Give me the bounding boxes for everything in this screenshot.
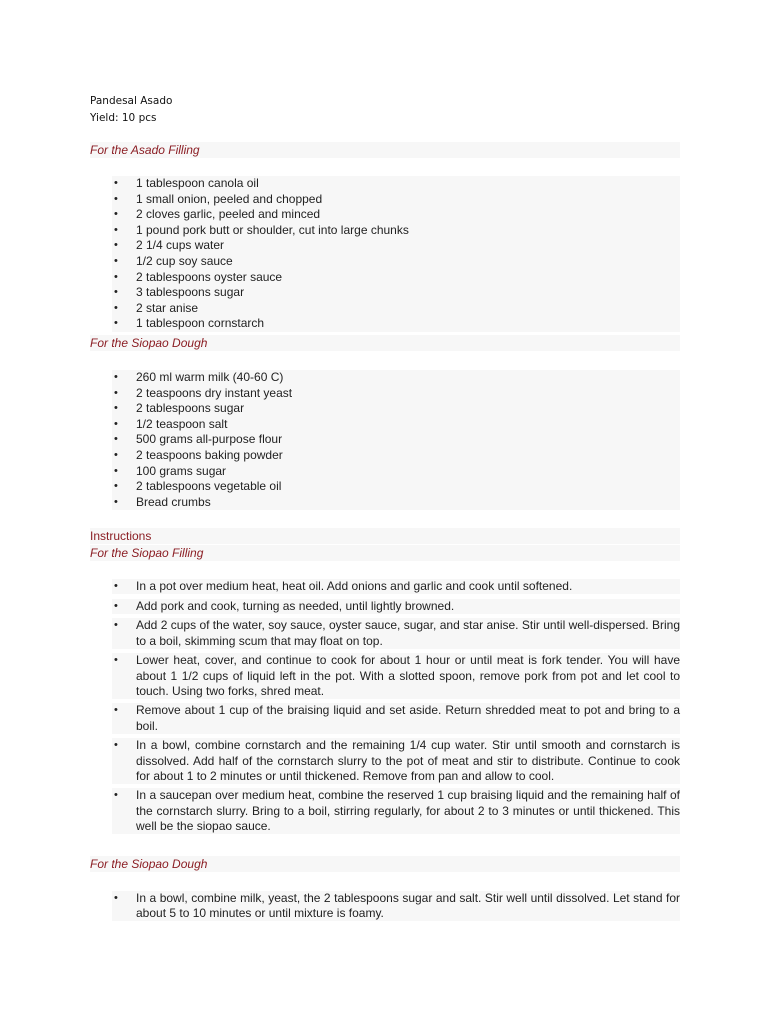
list-item: • In a pot over medium heat, heat oil. Add onions and garlic and cook until softened.: [112, 579, 680, 594]
list-item: • 1 small onion, peeled and chopped: [112, 192, 680, 208]
recipe-yield: Yield: 10 pcs: [90, 111, 157, 124]
list-item: • 2 tablespoons sugar: [112, 401, 680, 417]
list-item: • 2 star anise: [112, 301, 680, 317]
list-item: • 2 cloves garlic, peeled and minced: [112, 207, 680, 223]
siopao-dough-heading: For the Siopao Dough: [90, 335, 680, 351]
list-item: • Add 2 cups of the water, soy sauce, oyster sauce, sugar, and star anise. Stir until well-dispersed. Bring to a boil, skimming scum that may float on top.: [112, 618, 680, 648]
list-item: • 260 ml warm milk (40-60 C): [112, 370, 680, 386]
list-item: • 3 tablespoons sugar: [112, 285, 680, 301]
list-item: • 2 tablespoons vegetable oil: [112, 479, 680, 495]
asado-filling-heading: For the Asado Filling: [90, 142, 680, 158]
asado-filling-list: [112, 176, 680, 332]
siopao-dough-heading-2: For the Siopao Dough: [90, 856, 680, 872]
list-item: • In a bowl, combine milk, yeast, the 2 tablespoons sugar and salt. Stir well until dissolved. Let stand for about 5 to 10 minutes or until mixture is foamy.: [112, 891, 680, 921]
list-item: • In a bowl, combine cornstarch and the remaining 1/4 cup water. Stir until smooth and cornstarch is dissolved. Add half of the cornstarch slurry to the pot of meat and stir to distribute. Continue to cook for about 1 to 2 minutes or until thickened. Remove from pan and allow to cool.: [112, 738, 680, 784]
list-item: • Lower heat, cover, and continue to cook for about 1 hour or until meat is fork tender. You will have about 1 1/2 cups of liquid left in the pot. With a slotted spoon, remove pork from pot and let cool to touch. Using two forks, shred meat.: [112, 653, 680, 699]
list-item: • Add pork and cook, turning as needed, until lightly browned.: [112, 599, 680, 614]
list-item: • 100 grams sugar: [112, 464, 680, 480]
siopao-dough-steps: [112, 891, 680, 926]
list-item: • 2 1/4 cups water: [112, 238, 680, 254]
siopao-filling-heading: For the Siopao Filling: [90, 545, 680, 561]
recipe-title: Pandesal Asado: [90, 95, 173, 107]
list-item: • 500 grams all-purpose flour: [112, 432, 680, 448]
list-item: • 1/2 cup soy sauce: [112, 254, 680, 270]
list-item: • 2 teaspoons baking powder: [112, 448, 680, 464]
list-item: • Remove about 1 cup of the braising liquid and set aside. Return shredded meat to pot and bring to a boil.: [112, 703, 680, 733]
list-item: • 2 teaspoons dry instant yeast: [112, 386, 680, 402]
list-item: • In a saucepan over medium heat, combine the reserved 1 cup braising liquid and the remaining half of the cornstarch slurry. Bring to a boil, stirring regularly, for about 2 to 3 minutes or until thickened. This well be the siopao sauce.: [112, 788, 680, 834]
recipe-header: [90, 93, 172, 126]
siopao-dough-list: [112, 370, 680, 510]
list-item: • 1 tablespoon cornstarch: [112, 316, 680, 332]
list-item: • 1/2 teaspoon salt: [112, 417, 680, 433]
instructions-heading: Instructions: [90, 528, 680, 544]
siopao-filling-steps: [112, 579, 680, 839]
list-item: • 1 pound pork butt or shoulder, cut into large chunks: [112, 223, 680, 239]
list-item: • 1 tablespoon canola oil: [112, 176, 680, 192]
list-item: • 2 tablespoons oyster sauce: [112, 270, 680, 286]
list-item: • Bread crumbs: [112, 495, 680, 511]
